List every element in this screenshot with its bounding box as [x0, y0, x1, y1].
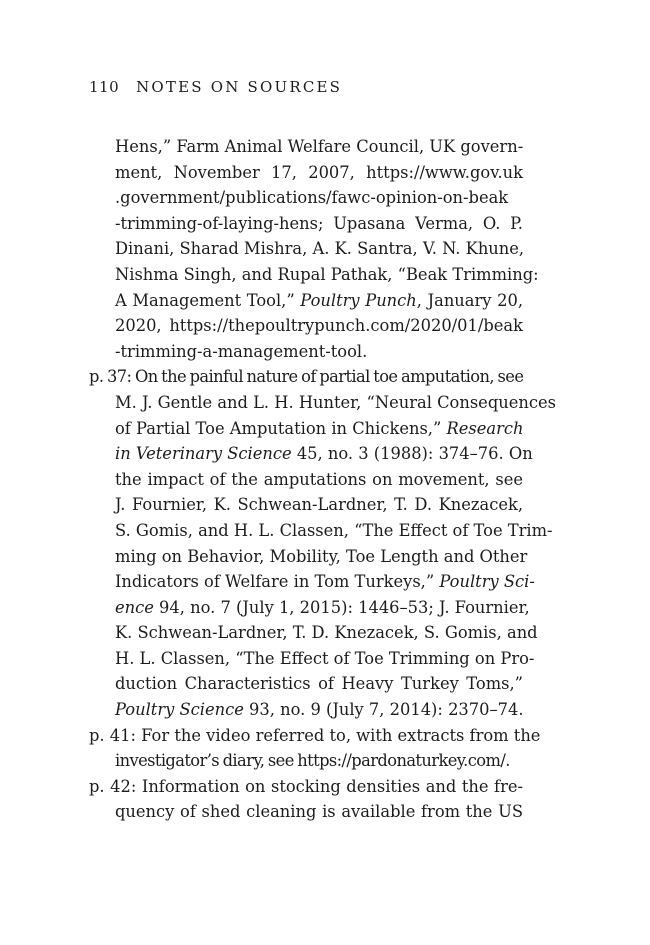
note-line: the impact of the amputations on movement, see: [115, 469, 523, 489]
journal-title: Poultry Sci-: [439, 572, 535, 592]
note-line: S. Gomis, and H. L. Classen, “The Effect of Toe Trim-: [115, 520, 553, 540]
note-entry-p42: p. 42: Information on stocking densities and the fre-: [89, 776, 523, 796]
note-entry-p37: p. 37: On the painful nature of partial toe amputation, see: [89, 367, 524, 387]
note-line: Dinani, Sharad Mishra, A. K. Santra, V. N. Khune,: [115, 239, 525, 259]
journal-title: Poultry Science: [115, 700, 244, 720]
note-line: H. L. Classen, “The Effect of Toe Trimming on Pro-: [115, 648, 535, 668]
running-head: [89, 77, 342, 97]
note-entry-p41: p. 41: For the video referred to, with extracts from the: [89, 725, 541, 745]
note-line: [89, 441, 533, 467]
note-line: M. J. Gentle and L. H. Hunter, “Neural Consequences: [115, 392, 556, 412]
note-line: .government/publications/fawc-opinion-on-beak: [115, 188, 509, 208]
note-line: ment, November 17, 2007, https://www.gov.uk: [115, 162, 523, 182]
note-line: -trimming-a-management-tool.: [115, 341, 368, 361]
journal-title: in Veterinary Science: [115, 444, 292, 464]
journal-title: Research: [446, 418, 524, 438]
note-text: 93, no. 9 (July 7, 2014): 2370–74.: [243, 700, 524, 720]
note-line: duction Characteristics of Heavy Turkey Toms,”: [115, 674, 523, 694]
note-line: [89, 697, 523, 723]
note-line: -trimming-of-laying-hens; Upasana Verma, O. P.: [115, 213, 523, 233]
note-line: ming on Behavior, Mobility, Toe Length and Other: [115, 546, 528, 566]
section-title: NOTES ON SOURCES: [136, 78, 343, 96]
note-line: Hens,” Farm Animal Welfare Council, UK govern-: [115, 137, 524, 156]
note-text: Indicators of Welfare in Tom Turkeys,”: [115, 572, 435, 592]
note-line: [89, 569, 535, 595]
note-line: [89, 416, 523, 442]
note-line: [89, 595, 530, 621]
note-line: [89, 288, 523, 314]
journal-title: ence: [115, 597, 154, 617]
notes-body: [89, 134, 556, 825]
note-text: 45, no. 3 (1988): 374–76. On: [291, 444, 533, 464]
note-line: quency of shed cleaning is available from the US: [115, 802, 523, 822]
note-line: J. Fournier, K. Schwean-Lardner, T. D. Knezacek,: [115, 495, 523, 515]
note-line: Nishma Singh, and Rupal Pathak, “Beak Trimming:: [115, 264, 539, 284]
page-number: 110: [89, 78, 120, 96]
note-line: investigator’s diary, see https://pardonaturkey.com/.: [115, 751, 510, 771]
note-text: of Partial Toe Amputation in Chickens,”: [115, 418, 442, 438]
note-text: , January 20,: [416, 290, 523, 310]
note-line: 2020, https://thepoultrypunch.com/2020/01/beak: [115, 316, 523, 336]
journal-title: Poultry Punch: [300, 290, 417, 310]
note-text: 94, no. 7 (July 1, 2015): 1446–53; J. Fournier,: [153, 597, 530, 617]
note-line: K. Schwean-Lardner, T. D. Knezacek, S. Gomis, and: [115, 623, 538, 643]
note-text: A Management Tool,”: [115, 290, 295, 310]
